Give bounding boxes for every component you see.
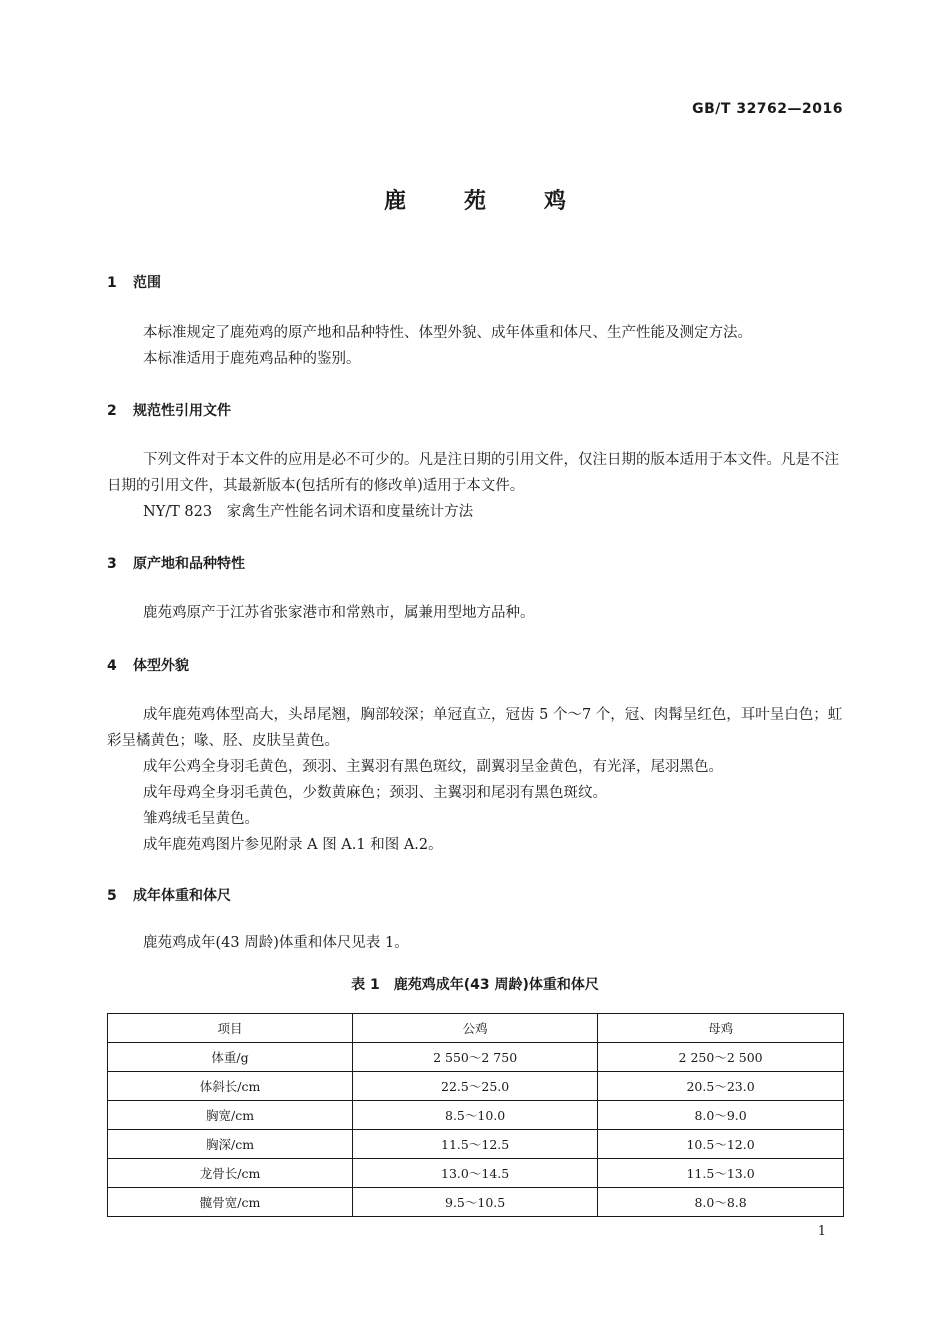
column-header: 母鸡 xyxy=(598,1014,844,1043)
section-number: 3 xyxy=(107,556,117,572)
section-title: 体型外貌 xyxy=(133,658,189,674)
table-cell: 龙骨长/cm xyxy=(108,1159,353,1188)
body-measurement-table xyxy=(107,1013,844,1217)
table-cell: 胸深/cm xyxy=(108,1130,353,1159)
table-cell: 2 550～2 750 xyxy=(353,1043,598,1072)
table-cell: 体斜长/cm xyxy=(108,1072,353,1101)
document-title: 鹿苑鸡 xyxy=(383,189,624,214)
table-cell: 22.5～25.0 xyxy=(353,1072,598,1101)
section-2-body xyxy=(107,447,844,525)
paragraph: 鹿苑鸡原产于江苏省张家港市和常熟市，属兼用型地方品种。 xyxy=(143,605,535,621)
section-4-body xyxy=(107,702,844,858)
table-cell: 体重/g xyxy=(108,1043,353,1072)
section-title: 范围 xyxy=(133,275,161,291)
table-cell: 10.5～12.0 xyxy=(598,1130,844,1159)
section-title: 原产地和品种特性 xyxy=(133,556,245,572)
section-heading-2 xyxy=(107,400,231,420)
table-row xyxy=(108,1159,844,1188)
table-cell: 11.5～13.0 xyxy=(598,1159,844,1188)
table-cell: 8.0～8.8 xyxy=(598,1188,844,1217)
table-cell: 8.5～10.0 xyxy=(353,1101,598,1130)
table-header-row xyxy=(108,1014,844,1043)
table-caption: 表 1 鹿苑鸡成年(43 周龄)体重和体尺 xyxy=(351,977,599,993)
reference-entry: NY/T 823 家禽生产性能名词术语和度量统计方法 xyxy=(143,504,474,520)
table-row xyxy=(108,1188,844,1217)
column-header: 公鸡 xyxy=(353,1014,598,1043)
column-header: 项目 xyxy=(108,1014,353,1043)
table-row xyxy=(108,1072,844,1101)
page-number: 1 xyxy=(817,1224,826,1239)
table-cell: 13.0～14.5 xyxy=(353,1159,598,1188)
paragraph: 雏鸡绒毛呈黄色。 xyxy=(143,811,259,827)
table-cell: 胸宽/cm xyxy=(108,1101,353,1130)
paragraph: 成年鹿苑鸡图片参见附录 A 图 A.1 和图 A.2。 xyxy=(143,837,443,853)
section-1-body xyxy=(107,320,844,372)
table-row xyxy=(108,1043,844,1072)
section-heading-4 xyxy=(107,655,189,675)
section-number: 4 xyxy=(107,658,117,674)
table-cell: 9.5～10.5 xyxy=(353,1188,598,1217)
paragraph: 本标准规定了鹿苑鸡的原产地和品种特性、体型外貌、成年体重和体尺、生产性能及测定方法。 xyxy=(143,325,752,341)
section-title: 成年体重和体尺 xyxy=(133,888,231,904)
section-5-body xyxy=(107,930,844,956)
table-cell: 髋骨宽/cm xyxy=(108,1188,353,1217)
table-cell: 20.5～23.0 xyxy=(598,1072,844,1101)
section-number: 2 xyxy=(107,403,117,419)
section-heading-5 xyxy=(107,885,231,905)
paragraph: 本标准适用于鹿苑鸡品种的鉴别。 xyxy=(143,351,361,367)
paragraph: 成年鹿苑鸡体型高大，头昂尾翘，胸部较深；单冠直立，冠齿 5 个～7 个，冠、肉髯呈红色，耳叶呈白色；虹彩呈橘黄色；喙、胫、皮肤呈黄色。 xyxy=(107,707,843,749)
table-row xyxy=(108,1130,844,1159)
section-3-body xyxy=(107,600,844,626)
table-cell: 2 250～2 500 xyxy=(598,1043,844,1072)
table-cell: 8.0～9.0 xyxy=(598,1101,844,1130)
paragraph: 鹿苑鸡成年(43 周龄)体重和体尺见表 1。 xyxy=(143,935,409,951)
paragraph: 下列文件对于本文件的应用是必不可少的。凡是注日期的引用文件，仅注日期的版本适用于本文件。凡是不注日期的引用文件，其最新版本(包括所有的修改单)适用于本文件。 xyxy=(107,452,839,494)
table-row xyxy=(108,1101,844,1130)
paragraph: 成年母鸡全身羽毛黄色，少数黄麻色；颈羽、主翼羽和尾羽有黑色斑纹。 xyxy=(143,785,607,801)
section-heading-3 xyxy=(107,553,245,573)
section-title: 规范性引用文件 xyxy=(133,403,231,419)
section-number: 1 xyxy=(107,275,117,291)
standard-code: GB/T 32762—2016 xyxy=(692,101,843,117)
table-cell: 11.5～12.5 xyxy=(353,1130,598,1159)
section-heading-1 xyxy=(107,272,161,292)
section-number: 5 xyxy=(107,888,117,904)
paragraph: 成年公鸡全身羽毛黄色，颈羽、主翼羽有黑色斑纹，副翼羽呈金黄色，有光泽，尾羽黑色。 xyxy=(143,759,723,775)
